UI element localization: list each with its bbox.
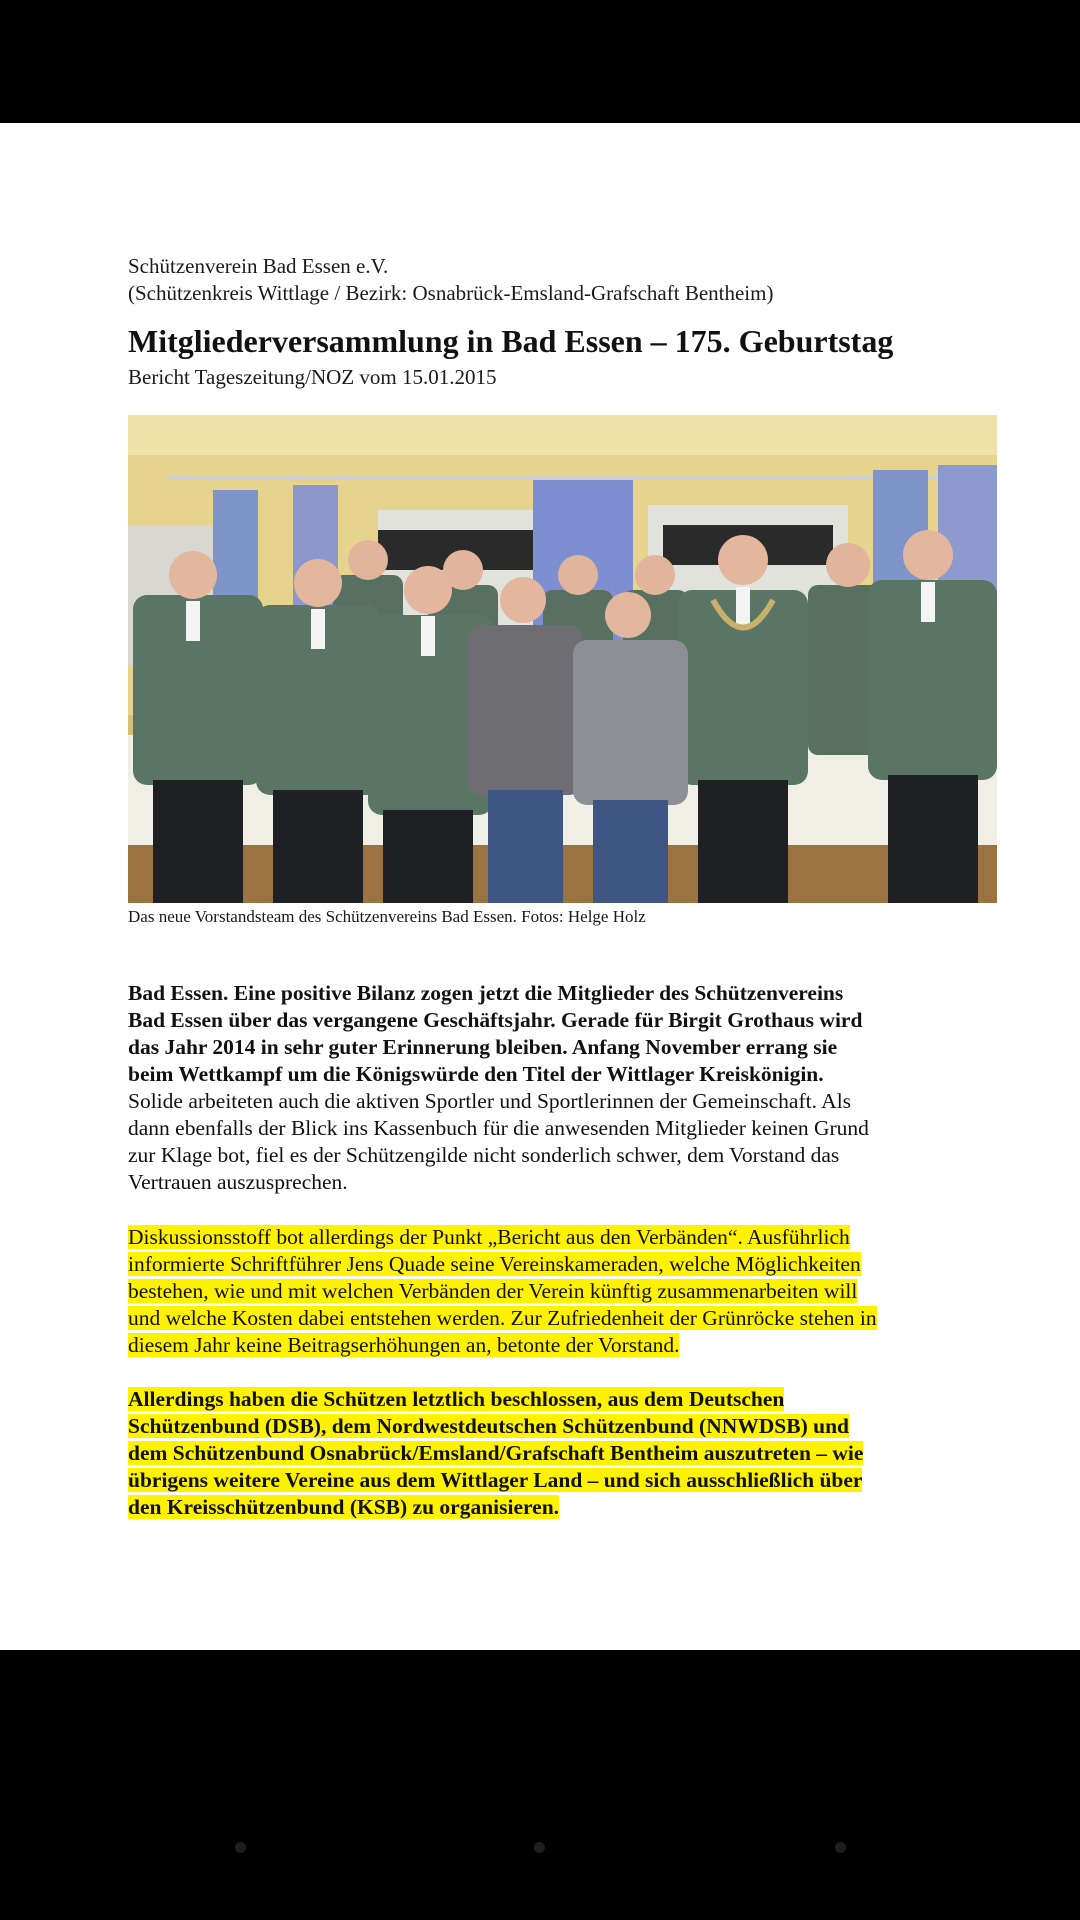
article-title: Mitgliederversammlung in Bad Essen – 175. Geburtstag — [128, 323, 894, 359]
highlighted-line: dem Schützenbund Osnabrück/Emsland/Grafschaft Bentheim auszutreten – wie — [128, 1441, 864, 1465]
document-page[interactable] — [0, 123, 1080, 1650]
highlighted-line: diesem Jahr keine Beitragserhöhungen an, betonte der Vorstand. — [128, 1333, 680, 1357]
org-name: Schützenverein Bad Essen e.V. — [128, 254, 389, 278]
paragraph-1-line: beim Wettkampf um die Königswürde den Titel der Wittlager Kreiskönigin. — [128, 1062, 824, 1086]
paragraph-1-line: das Jahr 2014 in sehr guter Erinnerung bleiben. Anfang November errang sie — [128, 1035, 838, 1059]
paragraph-1-line: zur Klage bot, fiel es der Schützengilde nicht sonderlich schwer, dem Vorstand das — [128, 1143, 840, 1167]
nav-recents-button[interactable] — [835, 1842, 846, 1853]
highlighted-line: Diskussionsstoff bot allerdings der Punkt „Bericht aus den Verbänden“. Ausführlich — [128, 1225, 850, 1249]
nav-home-button[interactable] — [534, 1842, 545, 1853]
highlighted-line: übrigens weitere Vereine aus dem Wittlager Land – und sich ausschließlich über — [128, 1468, 863, 1492]
status-bar — [0, 0, 1080, 123]
paragraph-1 — [128, 980, 968, 1196]
article-source: Bericht Tageszeitung/NOZ vom 15.01.2015 — [128, 365, 497, 389]
paragraph-1-line: Bad Essen. Eine positive Bilanz zogen jetzt die Mitglieder des Schützenvereins — [128, 981, 844, 1005]
paragraph-1-line: dann ebenfalls der Blick ins Kassenbuch für die anwesenden Mitglieder keinen Grund — [128, 1116, 869, 1140]
highlighted-line: Schützenbund (DSB), dem Nordwestdeutschen Schützenbund (NNWDSB) und — [128, 1414, 849, 1438]
paragraph-1-line: Vertrauen auszusprechen. — [128, 1170, 348, 1194]
paragraph-1-line: Solide arbeiteten auch die aktiven Sportler und Sportlerinnen der Gemeinschaft. Als — [128, 1089, 852, 1113]
highlighted-line: bestehen, wie und mit welchen Verbänden der Verein künftig zusammenarbeiten will — [128, 1279, 858, 1303]
nav-back-button[interactable] — [235, 1842, 246, 1853]
photo-caption: Das neue Vorstandsteam des Schützenvereins Bad Essen. Fotos: Helge Holz — [128, 907, 646, 926]
paragraph-1-line: Bad Essen über das vergangene Geschäftsjahr. Gerade für Birgit Grothaus wird — [128, 1008, 863, 1032]
highlighted-line: den Kreisschützenbund (KSB) zu organisieren. — [128, 1495, 560, 1519]
navigation-bar — [0, 1650, 1080, 1920]
highlighted-line: Allerdings haben die Schützen letztlich beschlossen, aus dem Deutschen — [128, 1387, 785, 1411]
org-subtitle: (Schützenkreis Wittlage / Bezirk: Osnabrück-Emsland-Grafschaft Bentheim) — [128, 281, 774, 305]
group-photo — [128, 415, 997, 903]
paragraph-2-highlighted — [128, 1224, 968, 1359]
highlighted-line: informierte Schriftführer Jens Quade seine Vereinskameraden, welche Möglichkeiten — [128, 1252, 861, 1276]
highlighted-line: und welche Kosten dabei entstehen werden. Zur Zufriedenheit der Grünröcke stehen in — [128, 1306, 877, 1330]
paragraph-3-highlighted — [128, 1386, 968, 1521]
